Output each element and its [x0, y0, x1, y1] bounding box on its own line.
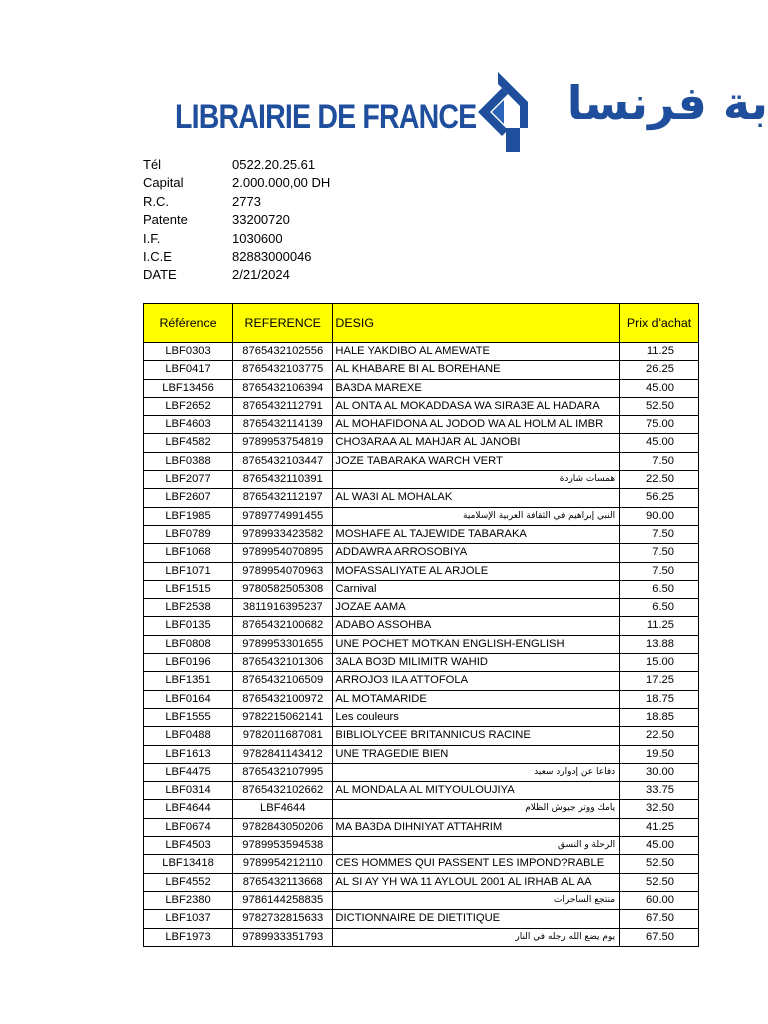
table-row: [144, 690, 699, 708]
cell-purchase-price: 6.50: [620, 580, 699, 598]
info-value: 0522.20.25.61: [232, 157, 316, 172]
cell-designation: ADABO ASSOHBA: [333, 617, 620, 635]
cell-reference-lbf: LBF1068: [144, 544, 233, 562]
cell-reference-ean: 9789954070963: [233, 562, 333, 580]
cell-reference-ean: 9782732815633: [233, 910, 333, 928]
cell-reference-lbf: LBF13418: [144, 855, 233, 873]
cell-reference-lbf: LBF0303: [144, 343, 233, 361]
cell-designation: AL KHABARE BI AL BOREHANE: [333, 361, 620, 379]
table-row: [144, 507, 699, 525]
cell-reference-lbf: LBF1037: [144, 910, 233, 928]
cell-purchase-price: 60.00: [620, 891, 699, 909]
cell-reference-lbf: LBF0196: [144, 654, 233, 672]
cell-reference-lbf: LBF1071: [144, 562, 233, 580]
cell-designation: Carnival: [333, 580, 620, 598]
cell-reference-lbf: LBF0808: [144, 635, 233, 653]
cell-purchase-price: 19.50: [620, 745, 699, 763]
cell-designation: AL MOTAMARIDE: [333, 690, 620, 708]
table-row: [144, 910, 699, 928]
cell-reference-ean: 9789954212110: [233, 855, 333, 873]
cell-designation: JOZAE AAMA: [333, 599, 620, 617]
cell-purchase-price: 45.00: [620, 837, 699, 855]
cell-purchase-price: 26.25: [620, 361, 699, 379]
cell-reference-lbf: LBF4582: [144, 434, 233, 452]
table-row: [144, 873, 699, 891]
cell-designation: 3ALA BO3D MILIMITR WAHID: [333, 654, 620, 672]
table-row: [144, 800, 699, 818]
cell-reference-ean: LBF4644: [233, 800, 333, 818]
cell-reference-lbf: LBF1515: [144, 580, 233, 598]
cell-purchase-price: 52.50: [620, 873, 699, 891]
cell-reference-ean: 3811916395237: [233, 599, 333, 617]
cell-reference-ean: 8765432110391: [233, 471, 333, 489]
cell-reference-lbf: LBF0674: [144, 818, 233, 836]
cell-reference-ean: 9782011687081: [233, 727, 333, 745]
cell-purchase-price: 7.50: [620, 544, 699, 562]
cell-designation: BIBLIOLYCEE BRITANNICUS RACINE: [333, 727, 620, 745]
cell-purchase-price: 11.25: [620, 617, 699, 635]
table-row: [144, 471, 699, 489]
cell-reference-ean: 9789774991455: [233, 507, 333, 525]
brand-name: LIBRAIRIE DE FRANCE: [175, 98, 477, 136]
cell-reference-lbf: LBF0314: [144, 782, 233, 800]
cell-purchase-price: 30.00: [620, 763, 699, 781]
table-row: [144, 379, 699, 397]
cell-designation: ARROJO3 ILA ATTOFOLA: [333, 672, 620, 690]
cell-designation: AL SI AY YH WA 11 AYLOUL 2001 AL IRHAB AL AA: [333, 873, 620, 891]
cell-purchase-price: 67.50: [620, 928, 699, 946]
cell-designation: دفاعا عن إدوارد سعيد: [333, 763, 620, 781]
cell-purchase-price: 56.25: [620, 489, 699, 507]
cell-reference-ean: 8765432103775: [233, 361, 333, 379]
table-row: [144, 928, 699, 946]
cell-purchase-price: 45.00: [620, 379, 699, 397]
cell-reference-ean: 8765432112197: [233, 489, 333, 507]
cell-designation: CHO3ARAA AL MAHJAR AL JANOBI: [333, 434, 620, 452]
table-row: [144, 562, 699, 580]
cell-reference-lbf: LBF1613: [144, 745, 233, 763]
table-row: [144, 654, 699, 672]
info-value: 2/21/2024: [232, 267, 290, 283]
cell-designation: AL MONDALA AL MITYOULOUJIYA: [333, 782, 620, 800]
cell-reference-ean: 8765432102556: [233, 343, 333, 361]
cell-reference-lbf: LBF2607: [144, 489, 233, 507]
table-row: [144, 818, 699, 836]
cell-reference-lbf: LBF4503: [144, 837, 233, 855]
cell-purchase-price: 13.88: [620, 635, 699, 653]
cell-reference-lbf: LBF2538: [144, 599, 233, 617]
info-value: 2773: [232, 193, 261, 209]
info-label: I.F.: [143, 230, 161, 246]
cell-reference-ean: 9789933423582: [233, 525, 333, 543]
cell-purchase-price: 17.25: [620, 672, 699, 690]
cell-designation: الرحلة و النسق: [333, 837, 620, 855]
cell-reference-ean: 8765432107995: [233, 763, 333, 781]
table-row: [144, 891, 699, 909]
column-header-purchase-price: Prix d'achat: [620, 304, 699, 343]
cell-purchase-price: 52.50: [620, 397, 699, 415]
cell-reference-lbf: LBF2077: [144, 471, 233, 489]
cell-designation: UNE POCHET MOTKAN ENGLISH-ENGLISH: [333, 635, 620, 653]
cell-reference-ean: 9789954070895: [233, 544, 333, 562]
cell-reference-ean: 8765432103447: [233, 452, 333, 470]
table-row: [144, 452, 699, 470]
cell-designation: Les couleurs: [333, 708, 620, 726]
cell-reference-ean: 8765432100972: [233, 690, 333, 708]
cell-reference-ean: 9782843050206: [233, 818, 333, 836]
cell-reference-lbf: LBF13456: [144, 379, 233, 397]
table-row: [144, 837, 699, 855]
table-row: [144, 434, 699, 452]
info-label: DATE: [143, 267, 177, 283]
cell-purchase-price: 52.50: [620, 855, 699, 873]
cell-reference-lbf: LBF1351: [144, 672, 233, 690]
table-row: [144, 416, 699, 434]
cell-reference-ean: 8765432106394: [233, 379, 333, 397]
info-value: 82883000046: [232, 248, 312, 264]
cell-reference-lbf: LBF1985: [144, 507, 233, 525]
table-row: [144, 727, 699, 745]
cell-reference-ean: 8765432100682: [233, 617, 333, 635]
cell-designation: UNE TRAGEDIE BIEN: [333, 745, 620, 763]
cell-purchase-price: 22.50: [620, 471, 699, 489]
cell-reference-lbf: LBF0388: [144, 452, 233, 470]
table-row: [144, 782, 699, 800]
cell-reference-lbf: LBF0164: [144, 690, 233, 708]
cell-purchase-price: 90.00: [620, 507, 699, 525]
cell-purchase-price: 67.50: [620, 910, 699, 928]
cell-reference-ean: 8765432113668: [233, 873, 333, 891]
cell-reference-ean: 9782215062141: [233, 708, 333, 726]
info-label: Tél: [143, 157, 162, 172]
column-header-reference-lbf: Référence: [144, 304, 233, 343]
cell-reference-lbf: LBF0135: [144, 617, 233, 635]
cell-reference-lbf: LBF1555: [144, 708, 233, 726]
info-label: Capital: [143, 175, 184, 191]
cell-purchase-price: 75.00: [620, 416, 699, 434]
table-header-row: [144, 304, 699, 343]
table-row: [144, 361, 699, 379]
cell-reference-lbf: LBF2652: [144, 397, 233, 415]
cell-purchase-price: 7.50: [620, 525, 699, 543]
cell-designation: DICTIONNAIRE DE DIETITIQUE: [333, 910, 620, 928]
table-row: [144, 745, 699, 763]
cell-designation: همسات شاردة: [333, 471, 620, 489]
cell-reference-ean: 9786144258835: [233, 891, 333, 909]
cell-designation: BA3DA MAREXE: [333, 379, 620, 397]
table-row: [144, 672, 699, 690]
cell-reference-lbf: LBF2380: [144, 891, 233, 909]
cell-purchase-price: 7.50: [620, 452, 699, 470]
cell-purchase-price: 32.50: [620, 800, 699, 818]
cell-purchase-price: 7.50: [620, 562, 699, 580]
brand-name-arabic: بة فرنسا: [566, 76, 768, 130]
table-row: [144, 855, 699, 873]
cell-designation: يامك ووتر جيوش الظلام: [333, 800, 620, 818]
cell-purchase-price: 6.50: [620, 599, 699, 617]
cell-purchase-price: 15.00: [620, 654, 699, 672]
table-row: [144, 343, 699, 361]
table-row: [144, 763, 699, 781]
cell-designation: HALE YAKDIBO AL AMEWATE: [333, 343, 620, 361]
info-label: I.C.E: [143, 248, 172, 264]
table-row: [144, 599, 699, 617]
cell-designation: AL MOHAFIDONA AL JODOD WA AL HOLM AL IMBR: [333, 416, 620, 434]
cell-reference-lbf: LBF0417: [144, 361, 233, 379]
info-value: 1030600: [232, 230, 283, 246]
cell-reference-lbf: LBF4644: [144, 800, 233, 818]
cell-reference-lbf: LBF4603: [144, 416, 233, 434]
table-row: [144, 635, 699, 653]
table-row: [144, 397, 699, 415]
cell-purchase-price: 18.85: [620, 708, 699, 726]
table-row: [144, 544, 699, 562]
cell-reference-ean: 9789933351793: [233, 928, 333, 946]
column-header-reference-ean: REFERENCE: [233, 304, 333, 343]
table-row: [144, 708, 699, 726]
info-value: 33200720: [232, 212, 290, 228]
info-label: Patente: [143, 212, 188, 228]
cell-reference-ean: 8765432106509: [233, 672, 333, 690]
table-row: [144, 617, 699, 635]
cell-designation: JOZE TABARAKA WARCH VERT: [333, 452, 620, 470]
cell-designation: منتجع الساحرات: [333, 891, 620, 909]
cell-purchase-price: 11.25: [620, 343, 699, 361]
cell-reference-ean: 9789953754819: [233, 434, 333, 452]
cell-reference-lbf: LBF0789: [144, 525, 233, 543]
cell-designation: MA BA3DA DIHNIYAT ATTAHRIM: [333, 818, 620, 836]
cell-purchase-price: 22.50: [620, 727, 699, 745]
cell-reference-ean: 9782841143412: [233, 745, 333, 763]
cell-designation: MOSHAFE AL TAJEWIDE TABARAKA: [333, 525, 620, 543]
cell-reference-ean: 9789953594538: [233, 837, 333, 855]
cell-designation: ADDAWRA ARROSOBIYA: [333, 544, 620, 562]
cell-reference-ean: 8765432114139: [233, 416, 333, 434]
cell-reference-ean: 8765432112791: [233, 397, 333, 415]
cell-designation: AL ONTA AL MOKADDASA WA SIRA3E AL HADARA: [333, 397, 620, 415]
info-value: 2.000.000,00 DH: [232, 175, 331, 191]
cell-designation: النبي إبراهيم في الثقافة العربية الإسلامية: [333, 507, 620, 525]
cell-reference-ean: 9789953301655: [233, 635, 333, 653]
cell-purchase-price: 33.75: [620, 782, 699, 800]
table-row: [144, 525, 699, 543]
cell-purchase-price: 41.25: [620, 818, 699, 836]
librairie-de-france-logo-icon: [468, 68, 532, 156]
cell-reference-lbf: LBF0488: [144, 727, 233, 745]
cell-reference-ean: 8765432102662: [233, 782, 333, 800]
table-row: [144, 580, 699, 598]
cell-designation: MOFASSALIYATE AL ARJOLE: [333, 562, 620, 580]
cell-designation: CES HOMMES QUI PASSENT LES IMPOND?RABLE: [333, 855, 620, 873]
cell-designation: AL WA3I AL MOHALAK: [333, 489, 620, 507]
cell-reference-lbf: LBF1973: [144, 928, 233, 946]
info-label: R.C.: [143, 193, 169, 209]
cell-reference-lbf: LBF4552: [144, 873, 233, 891]
cell-reference-ean: 9780582505308: [233, 580, 333, 598]
cell-reference-ean: 8765432101306: [233, 654, 333, 672]
cell-purchase-price: 45.00: [620, 434, 699, 452]
table-row: [144, 489, 699, 507]
cell-purchase-price: 18.75: [620, 690, 699, 708]
column-header-designation: DESIG: [333, 304, 620, 343]
purchase-price-table: [143, 303, 699, 947]
cell-reference-lbf: LBF4475: [144, 763, 233, 781]
cell-designation: يوم يضع الله رجله في النار: [333, 928, 620, 946]
